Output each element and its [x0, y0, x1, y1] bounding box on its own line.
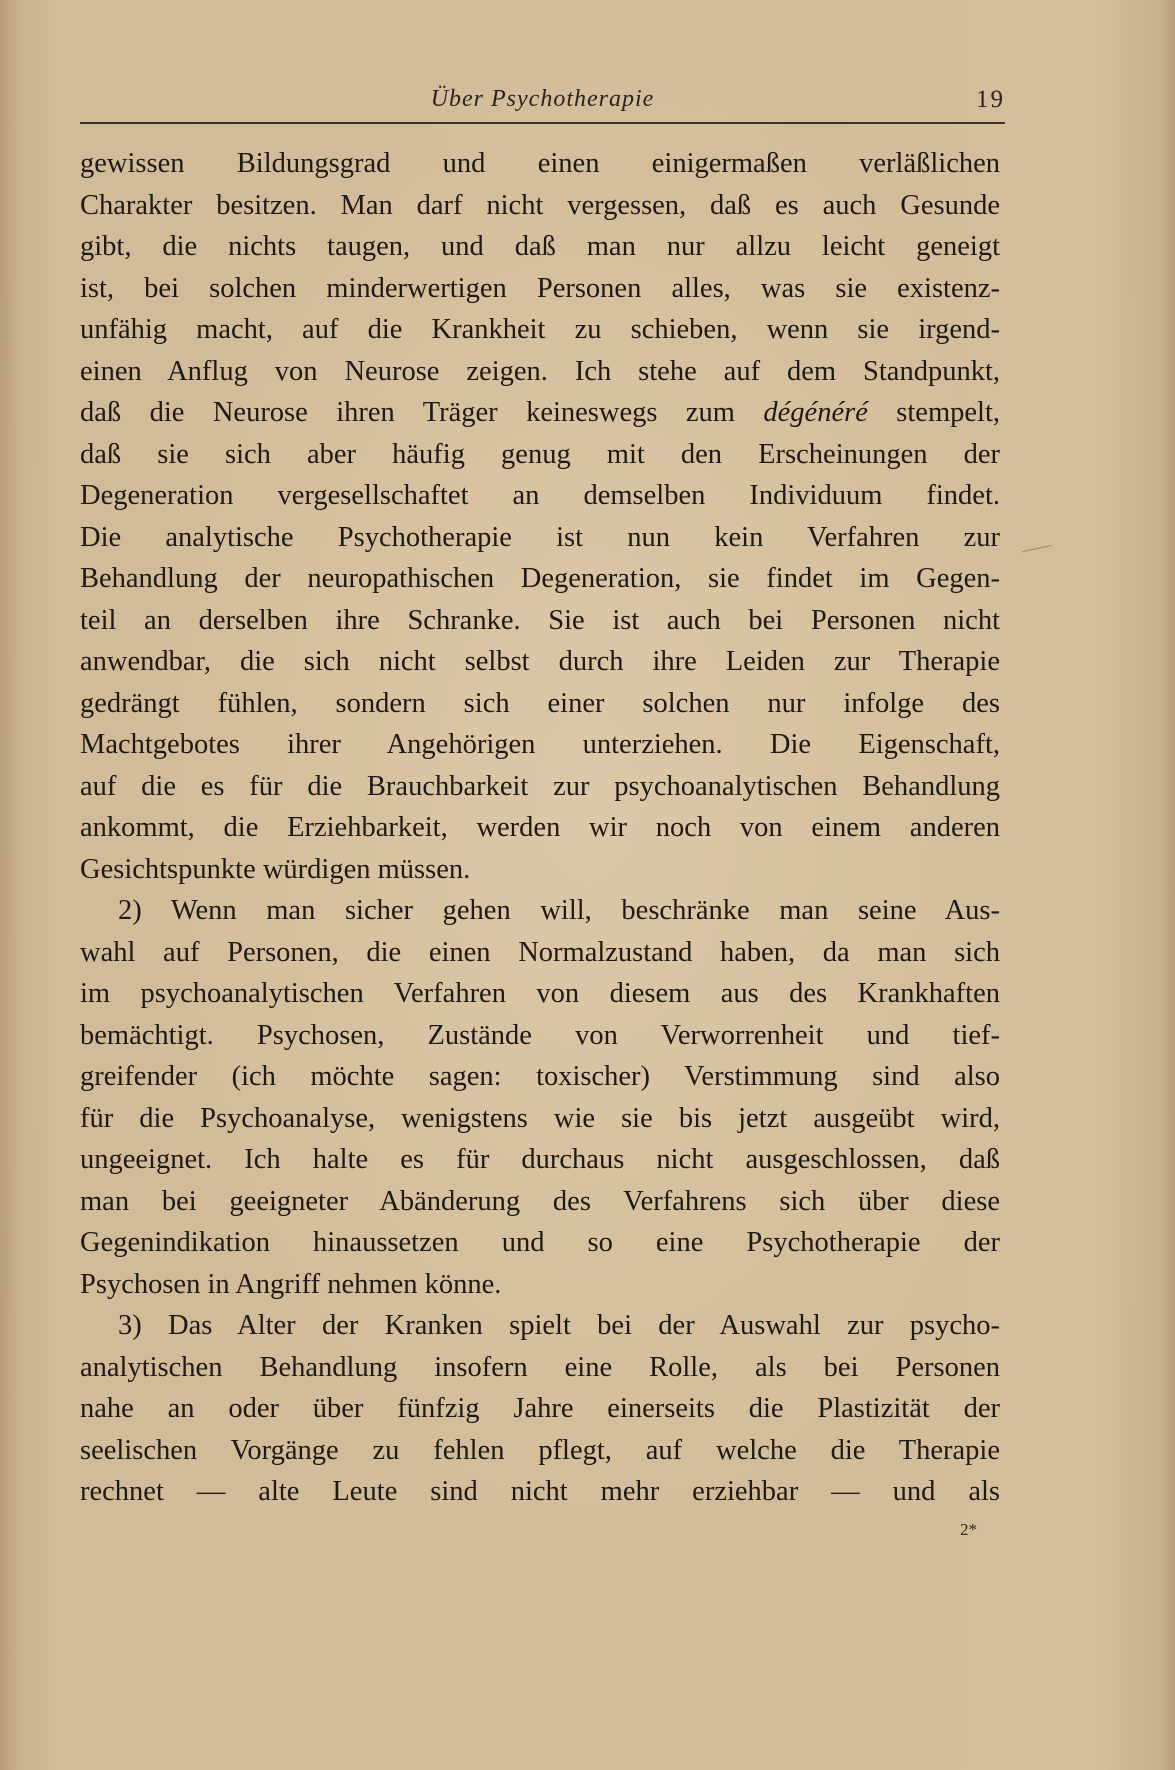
text-line: Charakter besitzen. Man darf nicht vergessen, daß es auch Gesunde: [80, 189, 1000, 221]
text-line: ungeeignet. Ich halte es für durchaus nicht ausgeschlossen, daß: [80, 1144, 1000, 1175]
text-line: seelischen Vorgänge zu fehlen pflegt, auf welche die Therapie: [80, 1434, 1000, 1466]
text-line: gedrängt fühlen, sondern sich einer solchen nur infolge des: [80, 687, 1000, 719]
text-line: Machtgebotes ihrer Angehörigen unterziehen. Die Eigenschaft,: [80, 729, 1000, 760]
text-line: auf die es für die Brauchbarkeit zur psychoanalytischen Behandlung: [80, 770, 1000, 802]
text-line: im psychoanalytischen Verfahren von diesem aus des Krankhaften: [80, 978, 1000, 1009]
page-number: 19: [976, 86, 1005, 113]
text-line: gibt, die nichts taugen, und daß man nur allzu leicht geneigt: [80, 231, 1000, 262]
text-line: Die analytische Psychotherapie ist nun kein Verfahren zur: [80, 521, 1000, 553]
text-line: nahe an oder über fünfzig Jahre einerseits die Plastizität der: [80, 1393, 1000, 1424]
text-line: ankommt, die Erziehbarkeit, werden wir noch von einem anderen: [80, 812, 1000, 843]
text-line: gewissen Bildungsgrad und einen einigermaßen verläßlichen: [80, 148, 1000, 179]
text-line: einen Anflug von Neurose zeigen. Ich stehe auf dem Standpunkt,: [80, 355, 1000, 387]
italic-word: dégénéré: [763, 397, 868, 428]
text-line: Gesichtspunkte würdigen müssen.: [80, 853, 471, 885]
running-header: [80, 82, 1005, 124]
text-line: Behandlung der neuropathischen Degeneration, sie findet im Gegen-: [80, 563, 1000, 594]
text-line-italic-word: daß die Neurose ihren Träger keineswegs zum dégénéré stempelt,: [80, 397, 1000, 428]
paragraph-start-line: 3) Das Alter der Kranken spielt bei der Auswahl zur psycho-: [118, 1310, 1000, 1341]
text-line: unfähig macht, auf die Krankheit zu schieben, wenn sie irgend-: [80, 314, 1000, 345]
text-line: Degeneration vergesellschaftet an demselben Individuum findet.: [80, 480, 1000, 511]
text-line: man bei geeigneter Abänderung des Verfahrens sich über diese: [80, 1185, 1000, 1217]
text-line: daß sie sich aber häufig genug mit den Erscheinungen der: [80, 438, 1000, 470]
text-line: Gegenindikation hinaussetzen und so eine Psychotherapie der: [80, 1227, 1000, 1258]
body-text: [80, 143, 1000, 1513]
text-line: rechnet — alte Leute sind nicht mehr erziehbar — und als: [80, 1476, 1000, 1507]
paragraph-start-line: 2) Wenn man sicher gehen will, beschränke man seine Aus-: [118, 895, 1000, 926]
text-line: teil an derselben ihre Schranke. Sie ist auch bei Personen nicht: [80, 604, 1000, 636]
text-line: für die Psychoanalyse, wenigstens wie sie bis jetzt ausgeübt wird,: [80, 1102, 1000, 1134]
header-title: Über Psychotherapie: [430, 86, 655, 112]
margin-pencil-mark: [1022, 545, 1052, 552]
text-line: analytischen Behandlung insofern eine Rolle, als bei Personen: [80, 1351, 1000, 1383]
text-line: Psychosen in Angriff nehmen könne.: [80, 1268, 502, 1300]
text-line: anwendbar, die sich nicht selbst durch ihre Leiden zur Therapie: [80, 646, 1000, 677]
text-line: ist, bei solchen minderwertigen Personen alles, was sie existenz-: [80, 272, 1000, 304]
text-line: wahl auf Personen, die einen Normalzustand haben, da man sich: [80, 936, 1000, 968]
printer-signature: 2*: [960, 1520, 977, 1539]
text-line: bemächtigt. Psychosen, Zustände von Verworrenheit und tief-: [80, 1019, 1000, 1051]
text-line: greifender (ich möchte sagen: toxischer) Verstimmung sind also: [80, 1061, 1000, 1092]
